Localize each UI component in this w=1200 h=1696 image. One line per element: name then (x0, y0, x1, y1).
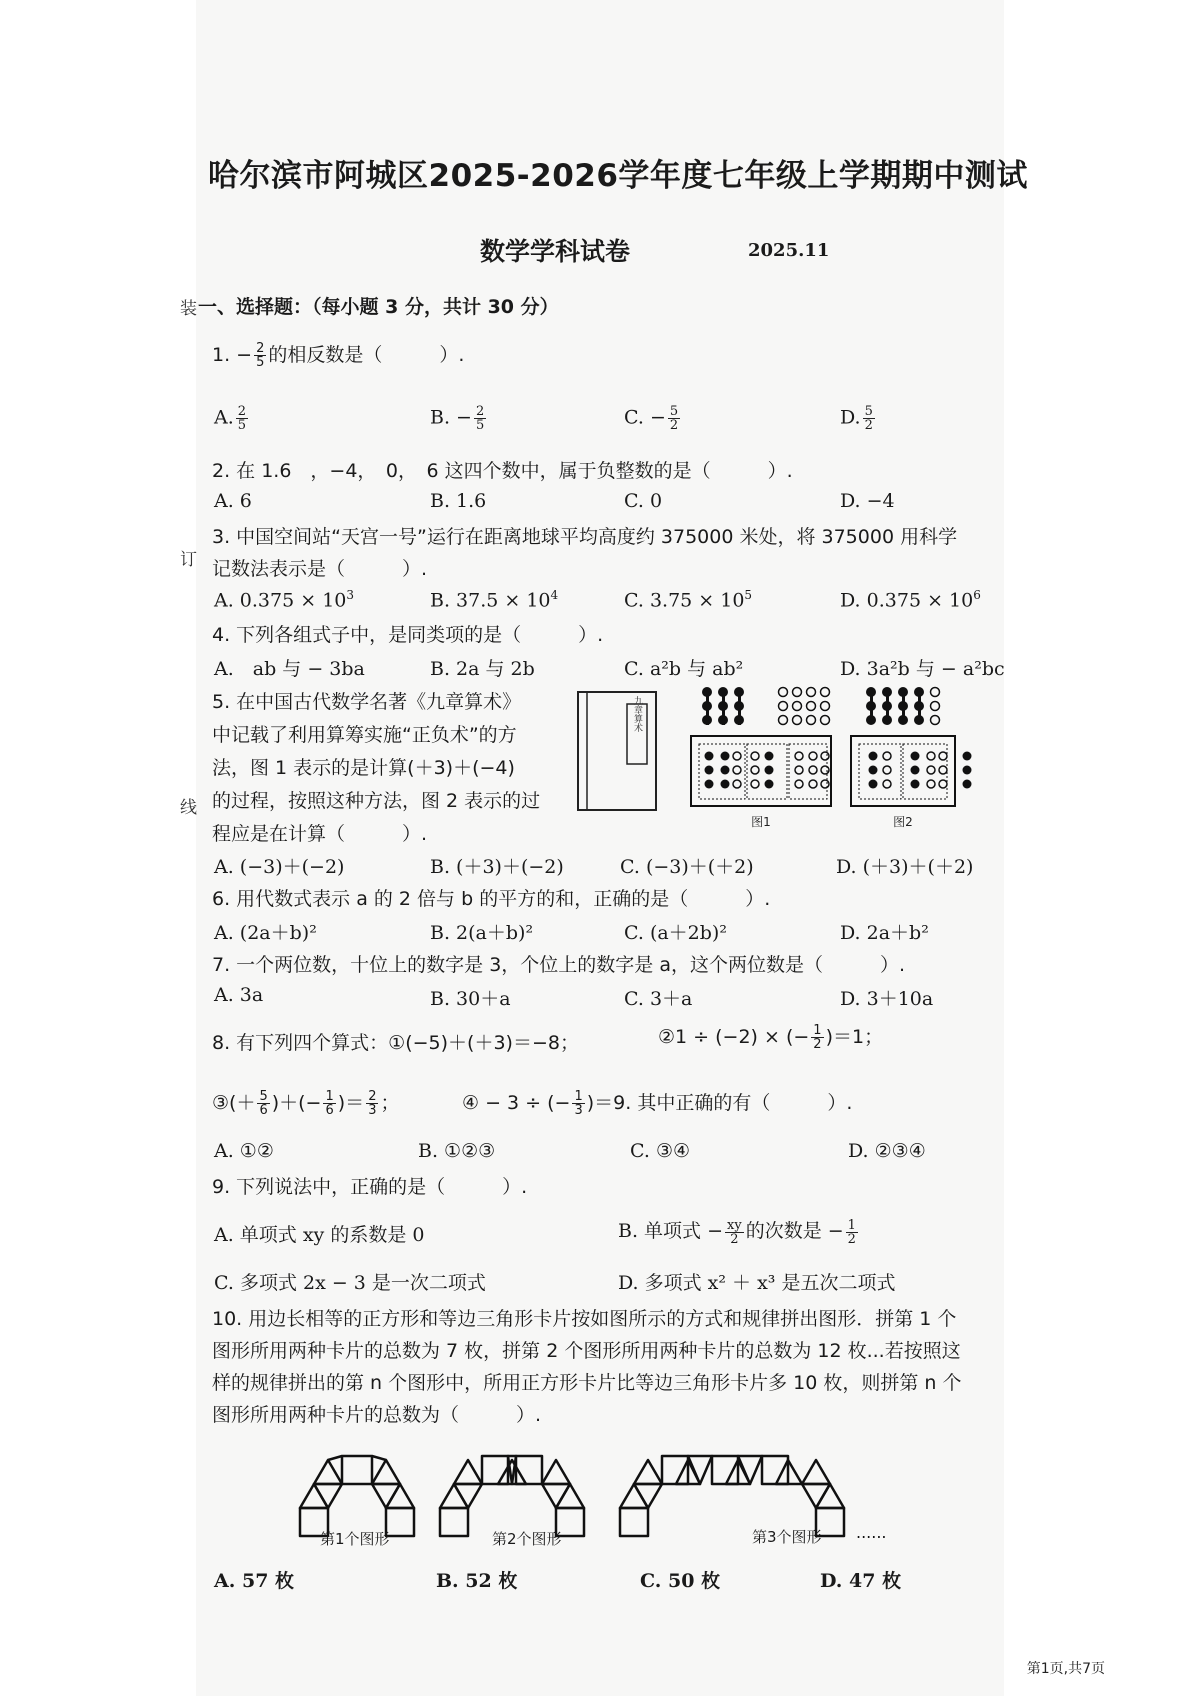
question-1-stem: 1. − $\frac{2}{5}$ 的相反数是（ ）. (212, 341, 465, 370)
question-9-stem: 9. 下列说法中，正确的是（ ）. (212, 1176, 528, 1198)
q4-option-a: A. ab 与 − 3ba (214, 658, 365, 680)
pattern-figure-2-label: 第2个图形 (492, 1530, 562, 1548)
question-3-stem-line1: 3. 中国空间站“天宫一号”运行在距离地球平均高度约 375000 米处，将 375000 用科学 (212, 526, 958, 548)
q7-option-b: B. 30＋a (430, 988, 511, 1010)
question-5-line2: 中记载了利用算筹实施“正负术”的方 (212, 724, 517, 746)
question-3-stem-line2: 记数法表示是（ ）. (212, 558, 428, 580)
pattern-figure-3-label: 第3个图形 (752, 1528, 822, 1546)
margin-mark-xian: 线 (180, 798, 197, 818)
q8-option-b: B. ①②③ (418, 1140, 496, 1162)
q1-option-a: A. $\frac{2}{5}$ (214, 404, 247, 433)
question-10-line1: 10. 用边长相等的正方形和等边三角形卡片按如图所示的方式和规律拼出图形．拼第 1 个 (212, 1308, 957, 1330)
q5-option-d: D. (＋3)＋(＋2) (836, 856, 974, 878)
q1-option-b: B. − $\frac{2}{5}$ (430, 404, 485, 433)
margin-mark: 装 (180, 299, 197, 319)
question-6-stem: 6. 用代数式表示 a 的 2 倍与 b 的平方的和，正确的是（ ）. (212, 888, 771, 910)
question-10-line3: 样的规律拼出的第 n 个图形中，所用正方形卡片比等边三角形卡片多 10 枚，则拼第 n 个 (212, 1372, 962, 1394)
question-10-line2: 图形所用两种卡片的总数为 7 枚，拼第 2 个图形所用两种卡片的总数为 12 枚...若按照这 (212, 1340, 961, 1362)
figure-1-box (691, 736, 831, 806)
figure-1-rods-top (702, 687, 830, 725)
figure-1-label: 图1 (751, 815, 771, 829)
exam-title: 哈尔滨市阿城区2025-2026学年度七年级上学期期中测试 (208, 158, 1028, 194)
tile-pattern-figure (290, 1440, 970, 1560)
q1-option-d: D. $\frac{5}{2}$ (840, 404, 873, 433)
question-8-expr-3: ③(＋ $\frac{5}{6}$ )＋(− $\frac{1}{6}$ )＝ $\frac{2}{3}$ ； (212, 1089, 400, 1118)
q9-option-c: C. 多项式 2x − 3 是一次二项式 (214, 1272, 486, 1294)
question-5-line5: 程应是在计算（ ）. (212, 823, 428, 845)
q2-option-c: C. 0 (624, 490, 663, 512)
q5-option-c: C. (−3)＋(＋2) (620, 856, 754, 878)
q2-option-d: D. −4 (840, 490, 895, 512)
q9-option-d: D. 多项式 x² ＋ x³ 是五次二项式 (618, 1272, 896, 1294)
figure-2-box (851, 736, 972, 806)
figure-2-rods-top (866, 687, 940, 725)
book-title: 九章算术 (632, 696, 642, 732)
question-2-stem: 2. 在 1.6 ，−4， 0， 6 这四个数中，属于负整数的是（ ）. (212, 460, 793, 482)
q3-option-c: C. $3.75 \times 10^5$ (624, 588, 753, 612)
question-7-stem: 7. 一个两位数，十位上的数字是 3，个位上的数字是 a，这个两位数是（ ）. (212, 954, 906, 976)
q6-option-c: C. (a＋2b)² (624, 922, 727, 944)
page-number: 第1页,共7页 (1026, 1661, 1105, 1677)
exam-subtitle: 数学学科试卷 (480, 237, 631, 266)
counting-rods-figure (575, 684, 995, 834)
q8-option-d: D. ②③④ (848, 1140, 926, 1162)
q6-option-b: B. 2(a＋b)² (430, 922, 534, 944)
q4-option-d: D. 3a²b 与 − a²bc (840, 658, 1005, 680)
q10-option-c: C. 50 枚 (640, 1570, 721, 1592)
question-5-line3: 法，图 1 表示的是计算(＋3)＋(−4) (212, 757, 515, 779)
q1-option-c: C. − $\frac{5}{2}$ (624, 404, 679, 433)
exam-date: 2025.11 (748, 240, 830, 261)
q6-option-d: D. 2a＋b² (840, 922, 929, 944)
q7-option-a: A. 3a (214, 984, 264, 1006)
q10-option-b: B. 52 枚 (436, 1570, 518, 1592)
q2-option-b: B. 1.6 (430, 490, 487, 512)
q10-option-d: D. 47 枚 (820, 1570, 902, 1592)
q7-option-c: C. 3＋a (624, 988, 693, 1010)
pattern-figure-1-label: 第1个图形 (320, 1530, 390, 1548)
q7-option-d: D. 3＋10a (840, 988, 934, 1010)
q3-option-b: B. $37.5 \times 10^4$ (430, 588, 559, 612)
q8-option-c: C. ③④ (630, 1140, 691, 1162)
pattern-figure-1 (300, 1456, 414, 1536)
question-5-line4: 的过程，按照这种方法，图 2 表示的过 (212, 790, 541, 812)
fraction: $\frac{2}{5}$ (256, 341, 265, 370)
q5-option-a: A. (−3)＋(−2) (214, 856, 345, 878)
q3-option-a: A. $0.375 \times 10^3$ (214, 588, 355, 612)
figure-2-label: 图2 (893, 815, 913, 829)
q2-option-a: A. 6 (214, 490, 252, 512)
question-8-stem: 8. 有下列四个算式：①(−5)＋(＋3)＝−8； (212, 1032, 579, 1054)
section-heading: 一、选择题：（每小题 3 分，共计 30 分） (198, 296, 559, 318)
question-8-expr-4: ④ − 3 ÷ (− $\frac{1}{3}$ )＝9. 其中正确的有（ ）. (462, 1089, 853, 1118)
margin-mark-ding: 订 (180, 550, 197, 570)
question-4-stem: 4. 下列各组式子中，是同类项的是（ ）. (212, 624, 604, 646)
pattern-figure-2 (440, 1456, 584, 1536)
q3-option-d: D. $0.375 \times 10^6$ (840, 588, 981, 612)
pattern-figure-3 (620, 1456, 844, 1536)
question-5-line1: 5. 在中国古代数学名著《九章算术》 (212, 691, 522, 713)
book-illustration (578, 692, 656, 810)
question-10-line4: 图形所用两种卡片的总数为（ ）. (212, 1404, 542, 1426)
pattern-ellipsis: ...... (856, 1523, 887, 1542)
q4-option-b: B. 2a 与 2b (430, 658, 535, 680)
q5-option-b: B. (＋3)＋(−2) (430, 856, 564, 878)
q10-option-a: A. 57 枚 (214, 1570, 295, 1592)
q6-option-a: A. (2a＋b)² (214, 922, 317, 944)
q8-option-a: A. ①② (214, 1140, 274, 1162)
question-8-expr-2: ②1 ÷ (−2) × (− $\frac{1}{2}$ )＝1； (658, 1023, 884, 1052)
q4-option-c: C. a²b 与 ab² (624, 658, 744, 680)
q9-option-b: B. 单项式 − $\frac{xy}{2}$ 的次数是 − $\frac{1}{2}$ (618, 1217, 856, 1247)
q9-option-a: A. 单项式 xy 的系数是 0 (214, 1224, 425, 1246)
